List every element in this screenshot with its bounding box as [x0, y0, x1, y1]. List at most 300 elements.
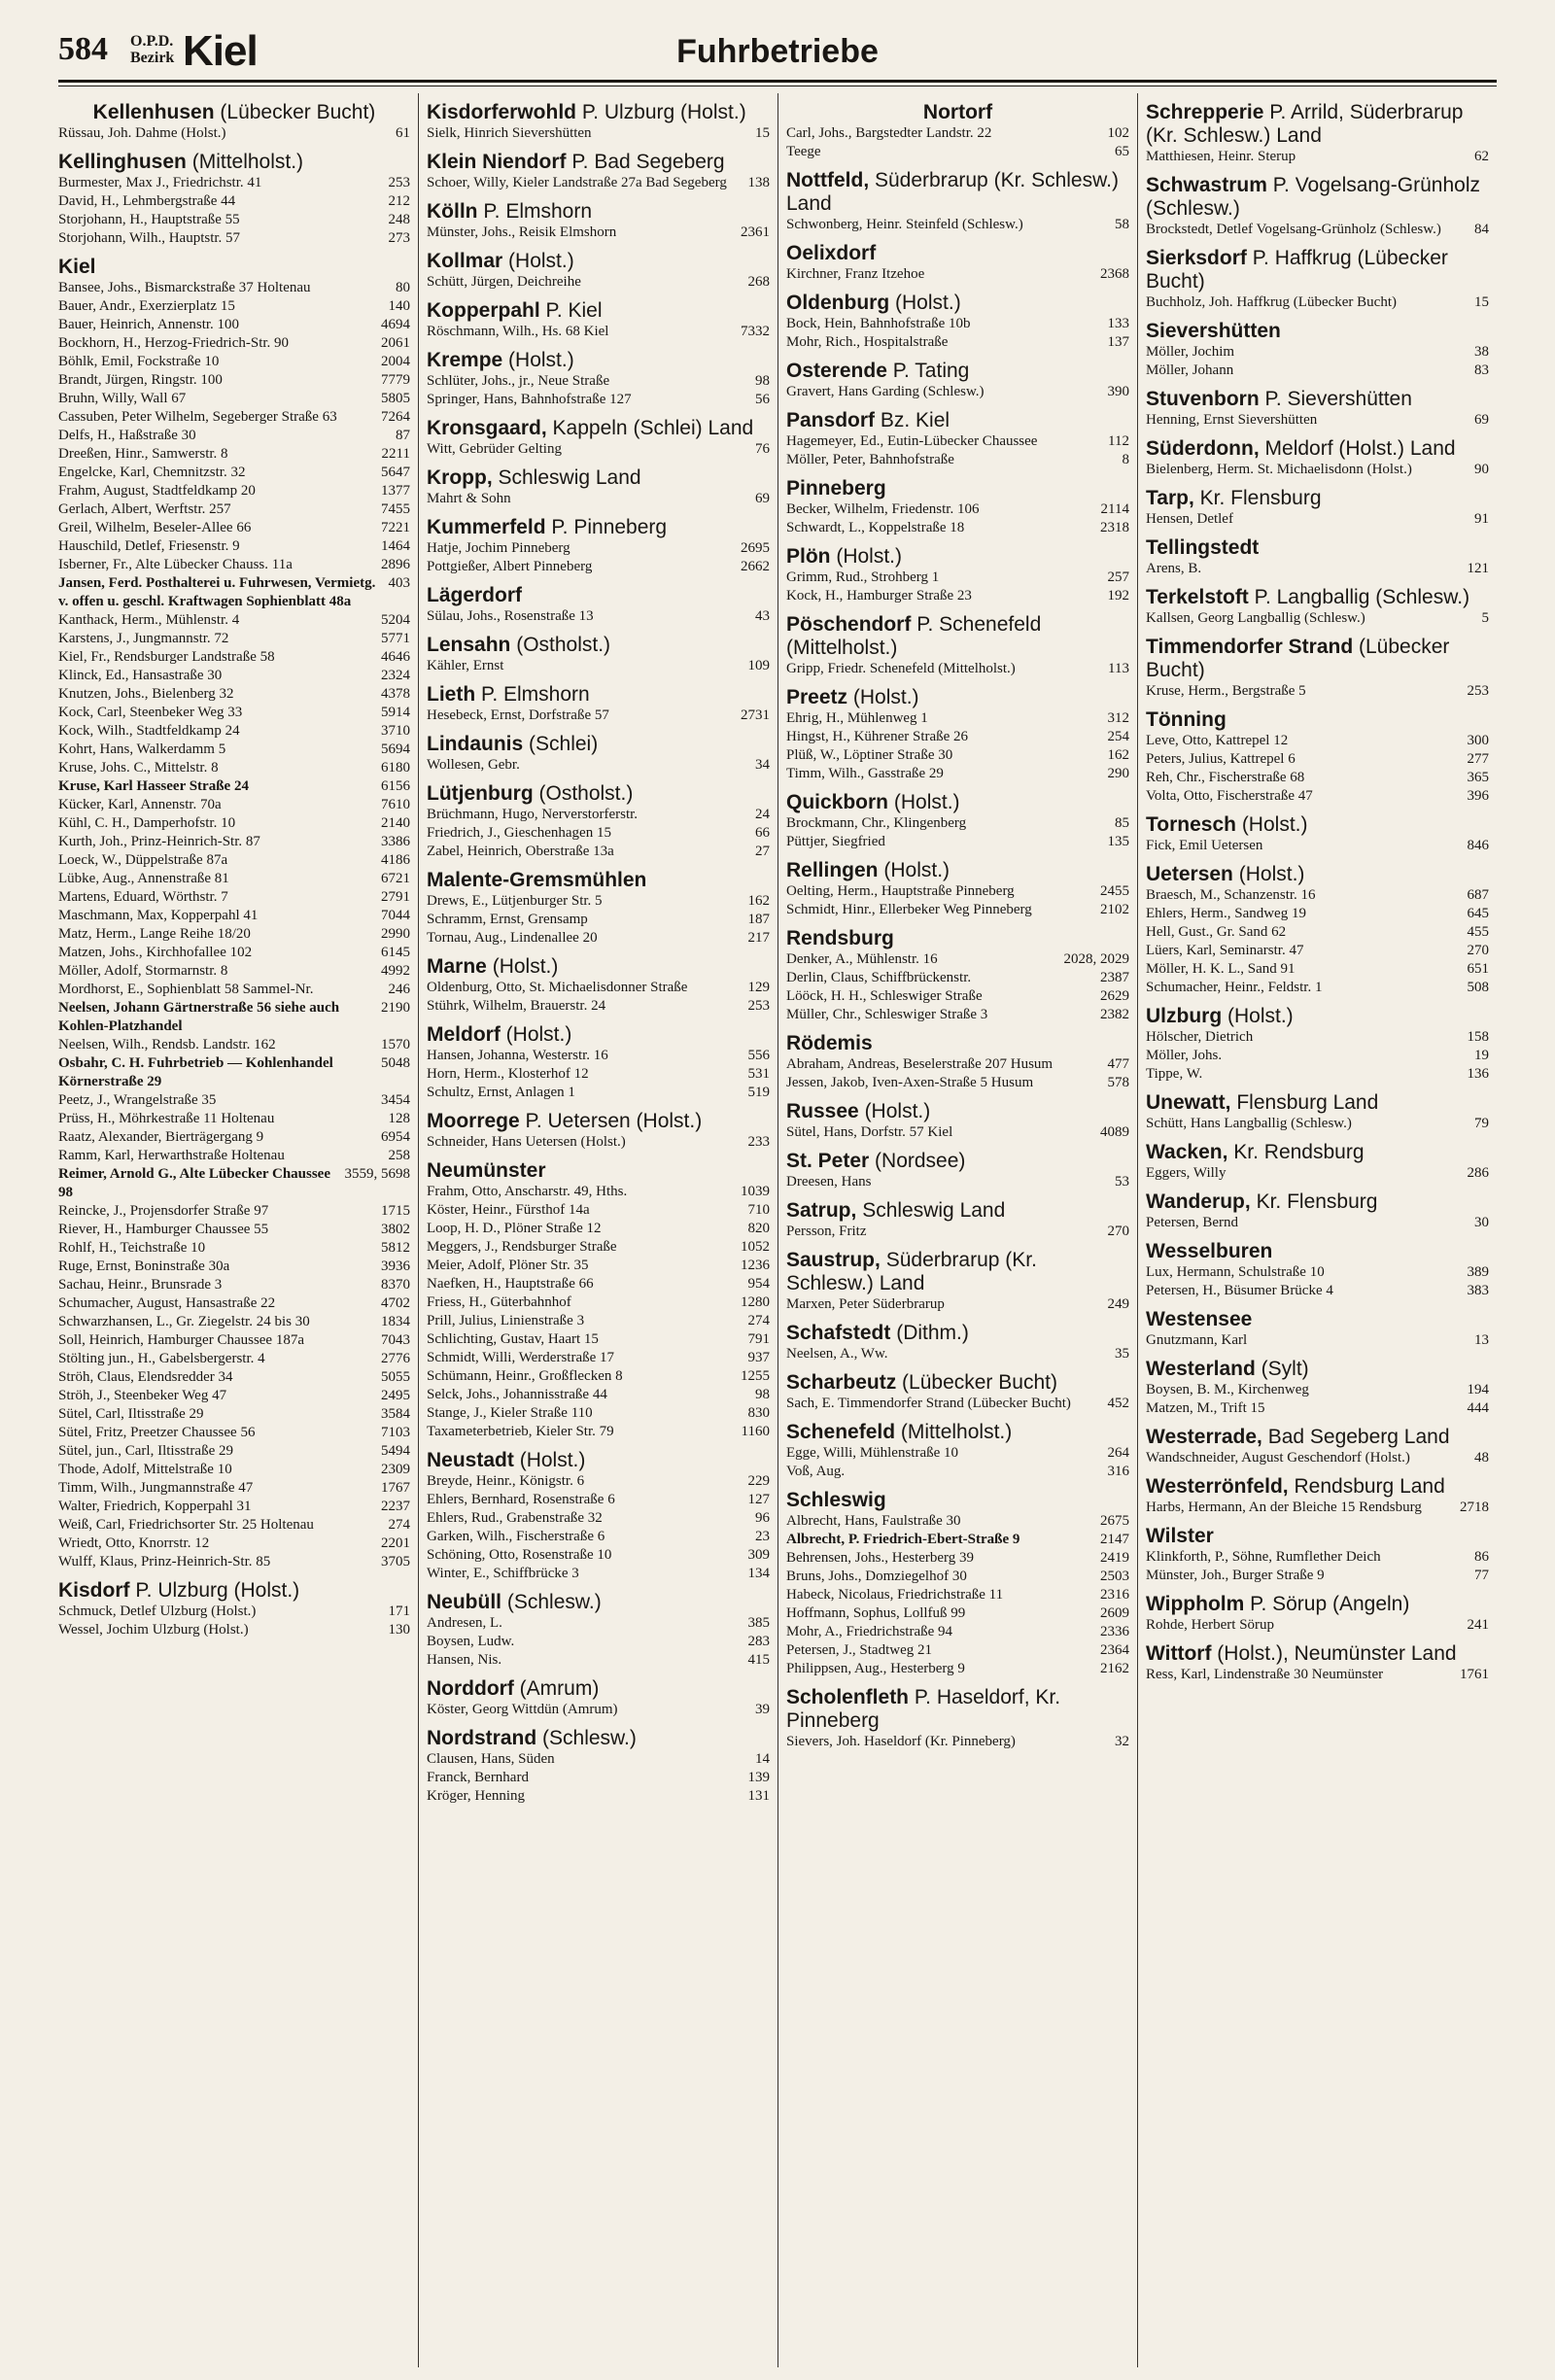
listing-name: Cassuben, Peter Wilhelm, Segeberger Straße 63: [58, 409, 337, 425]
place-heading: [786, 791, 1129, 814]
listing-phone-number: 2318: [1100, 520, 1129, 535]
listing-name: Reincke, J., Projensdorfer Straße 97: [58, 1203, 269, 1219]
place-name: Satrup,: [786, 1199, 857, 1222]
place-section: [786, 1100, 1129, 1142]
place-region: (Lübecker Bucht): [1146, 636, 1450, 681]
listing-name: Brandt, Jürgen, Ringstr. 100: [58, 372, 223, 388]
bezirk-text: Bezirk: [130, 50, 175, 66]
listing-entry: [427, 1349, 770, 1367]
listing-phone-number: 257: [1107, 569, 1129, 585]
listing-name: Friess, H., Güterbahnhof: [427, 1294, 571, 1310]
place-heading: [1146, 1190, 1489, 1214]
listing-phone-number: 80: [396, 280, 410, 295]
listing-phone-number: 5914: [381, 705, 410, 720]
listing-entry: [58, 1479, 410, 1498]
listing-entry: [786, 1223, 1129, 1241]
place-name: Oelixdorf: [786, 242, 877, 264]
listing-name: Schmidt, Willi, Werderstraße 17: [427, 1350, 615, 1365]
listing-name: Kock, Wilh., Stadtfeldkamp 24: [58, 723, 240, 739]
place-heading: [786, 242, 1129, 265]
listing-name: Philippsen, Aug., Hesterberg 9: [786, 1661, 965, 1676]
listing-entry: [786, 1463, 1129, 1481]
listing-phone-number: 2990: [381, 926, 410, 942]
place-section: [786, 1249, 1129, 1314]
listing-phone-number: 113: [1108, 661, 1129, 676]
listing-entry: [1146, 1263, 1489, 1282]
listing-name: Garken, Wilh., Fischerstraße 6: [427, 1529, 605, 1544]
listing-entry: [786, 1055, 1129, 1074]
listing-name: Köster, Heinr., Fürsthof 14a: [427, 1202, 590, 1218]
column-3: [778, 93, 1137, 2367]
place-name: Wacken,: [1146, 1141, 1228, 1163]
listing-phone-number: 134: [747, 1566, 770, 1581]
place-heading: [427, 1677, 770, 1701]
place-name: Norddorf: [427, 1677, 514, 1700]
listing-name: Ress, Karl, Lindenstraße 30 Neumünster: [1146, 1667, 1384, 1682]
listing-name: Loeck, W., Düppelstraße 87a: [58, 852, 228, 868]
listing-phone-number: 6721: [381, 871, 410, 886]
place-heading: [427, 1591, 770, 1614]
listing-name: Horn, Herm., Klosterhof 12: [427, 1066, 589, 1082]
listing-entry: [1146, 942, 1489, 960]
listing-name: Isberner, Fr., Alte Lübecker Chauss. 11a: [58, 557, 293, 572]
listing-name: Petersen, H., Büsumer Brücke 4: [1146, 1283, 1333, 1298]
listing-entry: [427, 1065, 770, 1084]
listing-entry: [786, 987, 1129, 1006]
listing-phone-number: 138: [747, 175, 770, 190]
place-region: Schleswig Land: [862, 1199, 1006, 1222]
listing-name: Dreesen, Hans: [786, 1174, 872, 1190]
listing-entry: [786, 1549, 1129, 1568]
place-heading: [786, 169, 1129, 216]
place-name: Kölln: [427, 200, 478, 223]
listing-entry: [427, 824, 770, 843]
place-heading: [1146, 1426, 1489, 1449]
listing-entry: [427, 1546, 770, 1565]
listing-name: Pottgießer, Albert Pinneberg: [427, 559, 593, 574]
listing-entry: [1146, 1028, 1489, 1047]
listing-name: Denker, A., Mühlenstr. 16: [786, 951, 938, 967]
place-heading: [58, 101, 410, 124]
place-heading: [1146, 1141, 1489, 1164]
listing-phone-number: 937: [747, 1350, 770, 1365]
listing-entry: [427, 391, 770, 409]
listing-entry: [786, 746, 1129, 765]
listing-entry: [58, 704, 410, 722]
listing-phone-number: 121: [1467, 561, 1489, 576]
place-region: (Ostholst.): [516, 634, 611, 656]
place-region: (Holst.): [852, 686, 919, 708]
place-heading: [1146, 536, 1489, 560]
place-heading: [786, 1100, 1129, 1123]
listing-phone-number: 820: [747, 1221, 770, 1236]
place-name: Malente-Gremsmühlen: [427, 869, 647, 891]
listing-entry: [58, 1128, 410, 1147]
listing-phone-number: 6156: [381, 778, 410, 794]
place-region: (Schlesw.): [542, 1727, 637, 1749]
listing-phone-number: 2324: [381, 668, 410, 683]
place-heading: [786, 1421, 1129, 1444]
listing-entry: [58, 1368, 410, 1387]
listing-name: Ehlers, Rud., Grabenstraße 32: [427, 1510, 603, 1526]
listing-phone-number: 452: [1107, 1396, 1129, 1411]
place-name: Preetz: [786, 686, 848, 708]
listing-phone-number: 62: [1474, 149, 1489, 164]
listing-name: Klinkforth, P., Söhne, Rumflether Deich: [1146, 1549, 1381, 1565]
place-region: Rendsburg Land: [1294, 1475, 1445, 1498]
listing-name: Möller, Johs.: [1146, 1048, 1223, 1063]
listing-name: Knutzen, Johs., Bielenberg 32: [58, 686, 234, 702]
listing-name: Harbs, Hermann, An der Bleiche 15 Rendsburg: [1146, 1500, 1422, 1515]
place-heading: [1146, 813, 1489, 837]
place-section: [1146, 388, 1489, 430]
listing-name: Schultz, Ernst, Anlagen 1: [427, 1085, 575, 1100]
listing-phone-number: 268: [747, 274, 770, 290]
listing-name: Möller, Johann: [1146, 362, 1234, 378]
place-region: (Schlesw.): [506, 1591, 602, 1613]
listing-phone-number: 1834: [381, 1314, 410, 1329]
place-heading: [1146, 437, 1489, 461]
listing-phone-number: 69: [755, 491, 770, 506]
listing-phone-number: 65: [1115, 144, 1129, 159]
place-heading: [1146, 1005, 1489, 1028]
listing-phone-number: 24: [755, 807, 770, 822]
listing-name: Schmuck, Detlef Ulzburg (Holst.): [58, 1604, 257, 1619]
place-heading: [786, 1371, 1129, 1395]
listing-name: Schwarzhansen, L., Gr. Ziegelstr. 24 bis 30: [58, 1314, 310, 1329]
listing-name: Mohr, A., Friedrichstraße 94: [786, 1624, 953, 1639]
listing-entry: [786, 216, 1129, 234]
listing-entry: [58, 556, 410, 574]
listing-phone-number: 2718: [1460, 1500, 1489, 1515]
listing-entry: [58, 1387, 410, 1405]
listing-phone-number: 7044: [381, 908, 410, 923]
listing-phone-number: 2609: [1100, 1605, 1129, 1621]
place-name: Wilster: [1146, 1525, 1214, 1547]
listing-name: Friedrich, J., Gieschenhagen 15: [427, 825, 611, 841]
listing-entry: [58, 1165, 410, 1202]
listing-entry: [58, 667, 410, 685]
listing-name: Buchholz, Joh. Haffkrug (Lübecker Bucht): [1146, 294, 1397, 310]
place-section: [427, 1727, 770, 1806]
place-name: Nottfeld,: [786, 169, 870, 191]
listing-name: Persson, Fritz: [786, 1224, 867, 1239]
place-name: Osterende: [786, 360, 887, 382]
listing-phone-number: 5204: [381, 612, 410, 628]
place-name: Sierksdorf: [1146, 247, 1247, 269]
listing-entry: [58, 777, 410, 796]
listing-entry: [786, 315, 1129, 333]
listing-name: Matz, Herm., Lange Reihe 18/20: [58, 926, 251, 942]
listing-entry: [427, 558, 770, 576]
place-name: Sievershütten: [1146, 320, 1281, 342]
listing-name: Marxen, Peter Süderbrarup: [786, 1296, 945, 1312]
place-section: [786, 1322, 1129, 1363]
place-section: [786, 1489, 1129, 1678]
place-region: (Holst.): [883, 859, 950, 881]
listing-phone-number: 2309: [381, 1462, 410, 1477]
listing-name: Ehrig, H., Mühlenweg 1: [786, 710, 928, 726]
place-name: Tönning: [1146, 708, 1227, 731]
listing-phone-number: 2629: [1100, 988, 1129, 1004]
place-name: Wittorf: [1146, 1642, 1212, 1665]
place-heading: [427, 683, 770, 707]
listing-phone-number: 531: [747, 1066, 770, 1082]
place-name: Krempe: [427, 349, 503, 371]
listing-name: Schlichting, Gustav, Haart 15: [427, 1331, 599, 1347]
listing-entry: [58, 1535, 410, 1553]
listing-phone-number: 61: [396, 125, 410, 141]
place-region: Kr. Rendsburg: [1233, 1141, 1365, 1163]
listing-entry: [786, 882, 1129, 901]
place-section: [1146, 636, 1489, 701]
listing-entry: [427, 657, 770, 675]
listing-entry: [1146, 1499, 1489, 1517]
listing-name: Münster, Joh., Burger Straße 9: [1146, 1568, 1325, 1583]
listing-entry: [1146, 1331, 1489, 1350]
listing-entry: [427, 806, 770, 824]
listing-entry: [786, 833, 1129, 851]
listing-name: Kühl, C. H., Damperhofstr. 10: [58, 815, 236, 831]
listing-entry: [427, 1750, 770, 1769]
listing-name: Stührk, Wilhelm, Brauerstr. 24: [427, 998, 606, 1014]
listing-phone-number: 2695: [741, 540, 770, 556]
place-region: Kr. Flensburg: [1199, 487, 1322, 509]
listing-entry: [427, 1404, 770, 1423]
listing-entry: [427, 124, 770, 143]
place-section: [786, 1150, 1129, 1191]
listing-entry: [58, 427, 410, 445]
listing-entry: [1146, 979, 1489, 997]
listing-entry: [58, 870, 410, 888]
listing-phone-number: 5694: [381, 742, 410, 757]
listing-name: Taxameterbetrieb, Kieler Str. 79: [427, 1424, 614, 1439]
place-name: Kisdorferwohld: [427, 101, 577, 123]
place-name: Kellenhusen: [92, 101, 215, 123]
place-region: P. Haffkrug (Lübecker Bucht): [1146, 247, 1448, 293]
listing-name: Ramm, Karl, Herwarthstraße Holtenau: [58, 1148, 285, 1163]
listing-name: Bockhorn, H., Herzog-Friedrich-Str. 90: [58, 335, 290, 351]
place-region: (Holst.): [836, 545, 903, 568]
listing-phone-number: 7455: [381, 501, 410, 517]
header-rule: [58, 80, 1497, 83]
listing-phone-number: 687: [1467, 887, 1489, 903]
place-heading: [786, 686, 1129, 709]
place-heading: [786, 1249, 1129, 1295]
place-section: [427, 683, 770, 725]
place-region: (Mittelholst.): [900, 1421, 1013, 1443]
listing-name: Kruse, Karl Hasseer Straße 24: [58, 778, 249, 794]
listing-entry: [1146, 293, 1489, 312]
place-name: Neubüll: [427, 1591, 501, 1613]
listing-phone-number: 253: [388, 175, 410, 190]
listing-name: Wessel, Jochim Ulzburg (Holst.): [58, 1622, 249, 1638]
listing-entry: [1146, 960, 1489, 979]
listing-name: Kanthack, Herm., Mühlenstr. 4: [58, 612, 240, 628]
place-section: [786, 101, 1129, 161]
listing-name: Zabel, Heinrich, Oberstraße 13a: [427, 844, 614, 859]
listing-name: Boysen, B. M., Kirchenweg: [1146, 1382, 1309, 1397]
place-name: Oldenburg: [786, 292, 890, 314]
listing-name: Wriedt, Otto, Knorrstr. 12: [58, 1535, 210, 1551]
place-heading: [427, 634, 770, 657]
listing-name: Storjohann, H., Hauptstraße 55: [58, 212, 240, 227]
listing-entry: [427, 1257, 770, 1275]
listing-phone-number: 651: [1467, 961, 1489, 977]
listing-phone-number: 710: [747, 1202, 770, 1218]
listing-name: Habeck, Nicolaus, Friedrichstraße 11: [786, 1587, 1004, 1603]
listing-name: Mordhorst, E., Sophienblatt 58 Sammel-Nr.: [58, 982, 314, 997]
listing-entry: [58, 124, 410, 143]
listing-entry: [427, 1633, 770, 1651]
place-name: Ulzburg: [1146, 1005, 1223, 1027]
listing-phone-number: 455: [1467, 924, 1489, 940]
place-name: Lieth: [427, 683, 476, 706]
listing-entry: [786, 765, 1129, 783]
listing-phone-number: 91: [1474, 511, 1489, 527]
listing-name: Brockstedt, Detlef Vogelsang-Grünholz (Schlesw.): [1146, 222, 1441, 237]
listing-entry: [427, 1238, 770, 1257]
listing-phone-number: 39: [755, 1702, 770, 1717]
column-2: [418, 93, 778, 2367]
listing-entry: [786, 1586, 1129, 1604]
listing-name: Münster, Johs., Reisik Elmshorn: [427, 224, 617, 240]
listing-entry: [58, 1221, 410, 1239]
listing-phone-number: 7332: [741, 324, 770, 339]
place-section: [427, 516, 770, 576]
listing-phone-number: 5494: [381, 1443, 410, 1459]
place-name: Rendsburg: [786, 927, 894, 949]
place-region: P. Arrild, Süderbrarup (Kr. Schlesw.) Land: [1146, 101, 1464, 147]
listing-name: Stölting jun., H., Gabelsbergerstr. 4: [58, 1351, 265, 1366]
place-heading: [427, 782, 770, 806]
listing-name: Frahm, August, Stadtfeldkamp 20: [58, 483, 256, 499]
place-heading: [427, 1727, 770, 1750]
listing-name: Winter, E., Schiffbrücke 3: [427, 1566, 579, 1581]
listing-name: Hensen, Detlef: [1146, 511, 1233, 527]
place-region: Süderbrarup (Kr. Schlesw.) Land: [786, 169, 1119, 215]
place-heading: [427, 466, 770, 490]
place-name: Kisdorf: [58, 1579, 130, 1602]
place-heading: [1146, 247, 1489, 293]
listing-phone-number: 56: [755, 392, 770, 407]
place-name: Schafstedt: [786, 1322, 891, 1344]
listing-phone-number: 2201: [381, 1535, 410, 1551]
listing-phone-number: 2364: [1100, 1642, 1129, 1658]
listing-entry: [58, 1147, 410, 1165]
place-region: P. Sievershütten: [1264, 388, 1412, 410]
listing-name: Greil, Wilhelm, Beseler-Allee 66: [58, 520, 252, 535]
listing-phone-number: 7779: [381, 372, 410, 388]
listing-phone-number: 7264: [381, 409, 410, 425]
place-region: Bz. Kiel: [880, 409, 950, 431]
listing-phone-number: 2662: [741, 559, 770, 574]
listing-phone-number: 3386: [381, 834, 410, 849]
listing-entry: [427, 490, 770, 508]
listing-name: Peetz, J., Wrangelstraße 35: [58, 1092, 217, 1108]
listing-entry: [427, 1423, 770, 1441]
listing-entry: [427, 323, 770, 341]
listing-name: Wandschneider, August Geschendorf (Holst.): [1146, 1450, 1410, 1466]
place-name: Quickborn: [786, 791, 889, 813]
listing-entry: [1146, 769, 1489, 787]
place-name: Süderdonn,: [1146, 437, 1260, 460]
place-heading: [786, 927, 1129, 950]
listing-name: Leve, Otto, Kattrepel 12: [1146, 733, 1289, 748]
listing-entry: [58, 1110, 410, 1128]
listing-name: Raatz, Alexander, Bierträgergang 9: [58, 1129, 264, 1145]
listing-entry: [58, 1331, 410, 1350]
listing-name: Hansen, Johanna, Westerstr. 16: [427, 1048, 608, 1063]
listing-entry: [786, 1395, 1129, 1413]
listing-phone-number: 38: [1474, 344, 1489, 360]
listing-name: Neelsen, Wilh., Rendsb. Landstr. 162: [58, 1037, 276, 1052]
listing-name: Schütt, Jürgen, Deichreihe: [427, 274, 581, 290]
listing-name: Sütel, Carl, Iltisstraße 29: [58, 1406, 204, 1422]
listing-name: Kücker, Karl, Annenstr. 70a: [58, 797, 222, 812]
listing-phone-number: 316: [1107, 1464, 1129, 1479]
listing-entry: [427, 1293, 770, 1312]
listing-phone-number: 383: [1467, 1283, 1489, 1298]
place-region: P. Schenefeld (Mittelholst.): [786, 613, 1042, 659]
listing-name: Püttjer, Siegfried: [786, 834, 885, 849]
place-name: Lütjenburg: [427, 782, 534, 805]
listing-entry: [58, 1442, 410, 1461]
listing-phone-number: 791: [747, 1331, 770, 1347]
listing-phone-number: 35: [1115, 1346, 1129, 1362]
listing-entry: [58, 353, 410, 371]
listing-phone-number: 6145: [381, 945, 410, 960]
listing-entry: [786, 1006, 1129, 1024]
listing-entry: [786, 587, 1129, 605]
listing-phone-number: 32: [1115, 1734, 1129, 1749]
place-region: Flensburg Land: [1236, 1091, 1379, 1114]
listing-phone-number: 2028, 2029: [1063, 951, 1129, 967]
listing-phone-number: 645: [1467, 906, 1489, 921]
listing-phone-number: 98: [755, 373, 770, 389]
listing-phone-number: 6180: [381, 760, 410, 776]
listing-entry: [1146, 1666, 1489, 1684]
listing-name: Clausen, Hans, Süden: [427, 1751, 555, 1767]
place-region: Kappeln (Schlei) Land: [552, 417, 754, 439]
listing-phone-number: 241: [1467, 1617, 1489, 1633]
listing-phone-number: 84: [1474, 222, 1489, 237]
place-section: [786, 686, 1129, 783]
listing-entry: [427, 1084, 770, 1102]
listing-name: Jessen, Jakob, Iven-Axen-Straße 5 Husum: [786, 1075, 1034, 1090]
listing-entry: [786, 950, 1129, 969]
place-heading: [427, 869, 770, 892]
place-section: [1146, 174, 1489, 239]
listing-name: David, H., Lehmbergstraße 44: [58, 193, 236, 209]
place-heading: [1146, 1475, 1489, 1499]
place-region: (Amrum): [519, 1677, 600, 1700]
place-heading: [786, 1489, 1129, 1512]
place-region: Süderbrarup (Kr. Schlesw.) Land: [786, 1249, 1037, 1294]
listing-phone-number: 389: [1467, 1264, 1489, 1280]
place-name: Nordstrand: [427, 1727, 537, 1749]
listing-entry: [1146, 1616, 1489, 1635]
listing-name: Hoffmann, Sophus, Lollfuß 99: [786, 1605, 966, 1621]
listing-phone-number: 129: [747, 980, 770, 995]
listing-entry: [786, 569, 1129, 587]
listing-phone-number: 312: [1107, 710, 1129, 726]
listing-entry: [427, 1491, 770, 1509]
listing-entry: [58, 944, 410, 962]
listing-name: Schütt, Hans Langballig (Schlesw.): [1146, 1116, 1352, 1131]
place-region: (Holst.): [519, 1449, 586, 1471]
listing-phone-number: 8: [1122, 452, 1129, 467]
